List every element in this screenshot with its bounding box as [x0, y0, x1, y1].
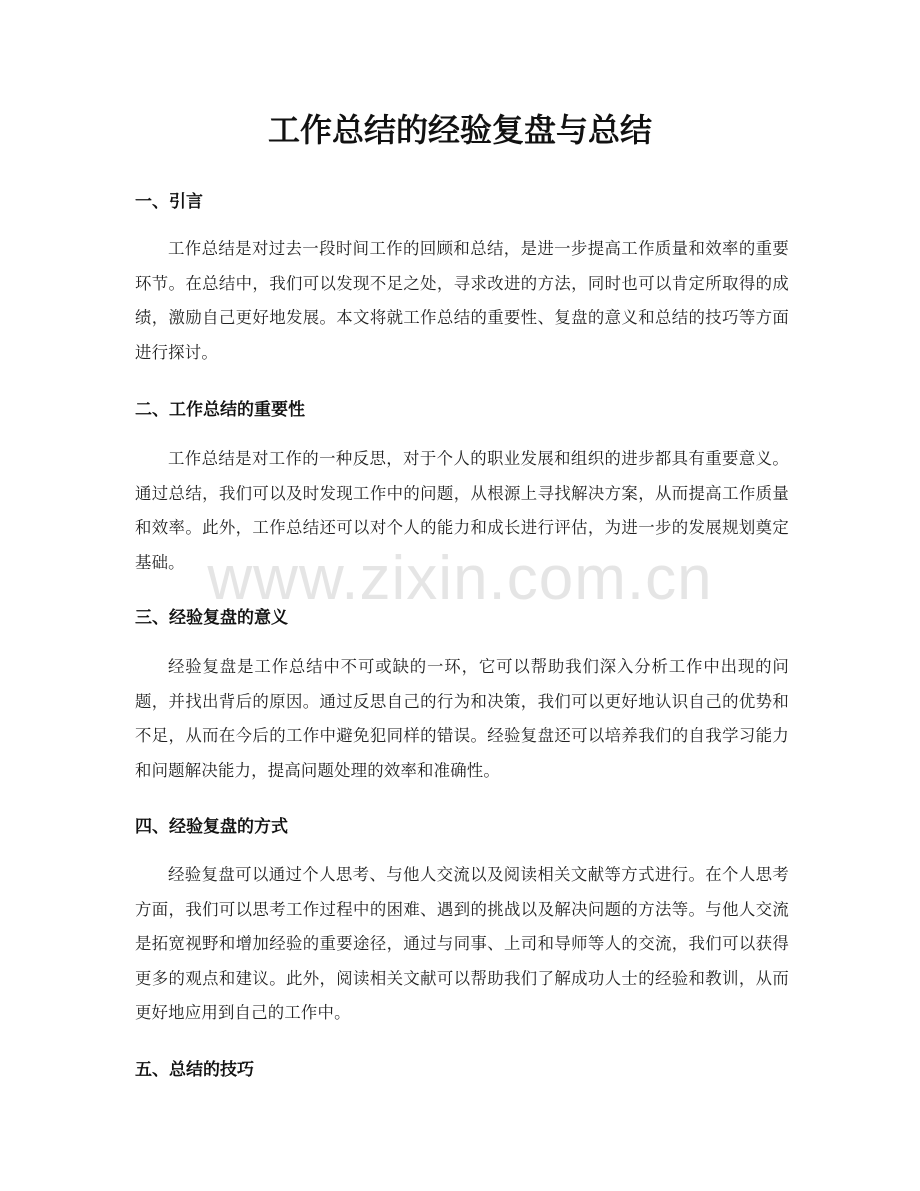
section-paragraph-introduction: 工作总结是对过去一段时间工作的回顾和总结，是进一步提高工作质量和效率的重要环节。在总结中，我们可以发现不足之处，寻求改进的方法，同时也可以肯定所取得的成绩，激励自己更好地发展。本文将就工作总结的重要性、复盘的意义和总结的技巧等方面进行探讨。	[135, 239, 789, 362]
section-heading-importance: 二、工作总结的重要性	[135, 400, 305, 420]
section-heading-summary-tips: 五、总结的技巧	[135, 1060, 254, 1080]
watermark: www.zixin.com.cn	[207, 544, 713, 613]
section-paragraph-review-meaning: 经验复盘是工作总结中不可或缺的一环，它可以帮助我们深入分析工作中出现的问题，并找出背后的原因。通过反思自己的行为和决策，我们可以更好地认识自己的优势和不足，从而在今后的工作中避免犯同样的错误。经验复盘还可以培养我们的自我学习能力和问题解决能力，提高问题处理的效率和准确性。	[135, 657, 789, 780]
section-paragraph-importance: 工作总结是对工作的一种反思，对于个人的职业发展和组织的进步都具有重要意义。通过总结，我们可以及时发现工作中的问题，从根源上寻找解决方案，从而提高工作质量和效率。此外，工作总结还可以对个人的能力和成长进行评估，为进一步的发展规划奠定基础。	[135, 449, 789, 572]
document-title: 工作总结的经验复盘与总结	[267, 111, 652, 149]
section-paragraph-review-methods: 经验复盘可以通过个人思考、与他人交流以及阅读相关文献等方式进行。在个人思考方面，我们可以思考工作过程中的困难、遇到的挑战以及解决问题的方法等。与他人交流是拓宽视野和增加经验的重要途径，通过与同事、上司和导师等人的交流，我们可以获得更多的观点和建议。此外，阅读相关文献可以帮助我们了解成功人士的经验和教训，从而更好地应用到自己的工作中。	[135, 865, 789, 1023]
section-heading-introduction: 一、引言	[135, 192, 203, 212]
section-heading-review-meaning: 三、经验复盘的意义	[135, 608, 288, 628]
section-heading-review-methods: 四、经验复盘的方式	[135, 817, 288, 837]
